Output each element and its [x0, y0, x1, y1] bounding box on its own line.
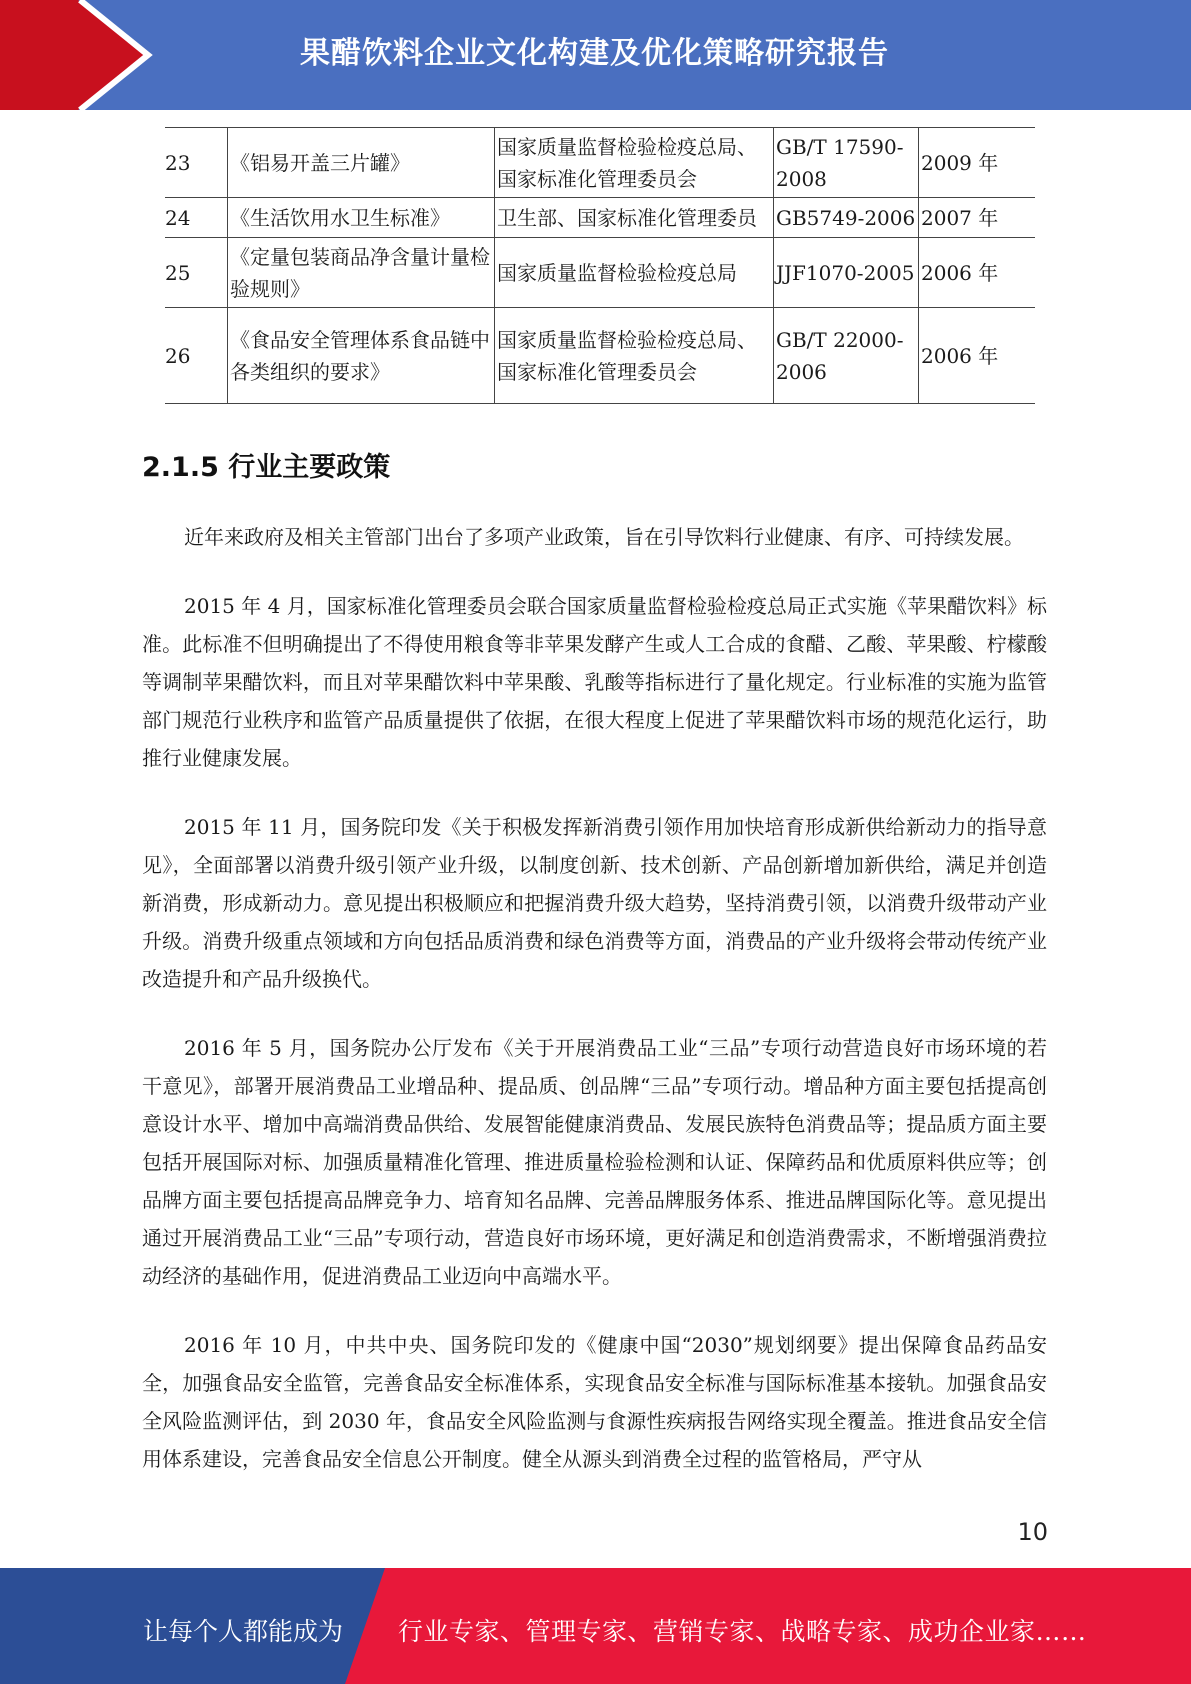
effective-year: 2006 年 — [919, 238, 1036, 308]
footer-banner — [0, 1568, 1191, 1684]
issuing-organization: 国家质量监督检验检疫总局、国家标准化管理委员会 — [495, 308, 774, 404]
footer-slogan-left: 让每个人都能成为 — [143, 1617, 344, 1646]
report-title: 果醋饮料企业文化构建及优化策略研究报告 — [300, 36, 889, 71]
table-row — [165, 238, 1035, 308]
standard-name: 《定量包装商品净含量计量检验规则》 — [228, 238, 495, 308]
standard-name: 《生活饮用水卫生标准》 — [228, 198, 495, 238]
page-number: 10 — [1017, 1518, 1048, 1546]
body-text — [142, 518, 1047, 1509]
row-number: 25 — [165, 238, 228, 308]
standard-code: GB/T 17590-2008 — [774, 128, 919, 198]
paragraph: 2016 年 5 月，国务院办公厅发布《关于开展消费品工业“三品”专项行动营造良好市场环境的若干意见》，部署开展消费品工业增品种、提品质、创品牌“三品”专项行动。增品种方面主要包括提高创意设计水平、增加中高端消费品供给、发展智能健康消费品、发展民族特色消费品等；提品质方面主要包括开展国际对标、加强质量精准化管理、推进质量检验检测和认证、保障药品和优质原料供应等；创品牌方面主要包括提高品牌竞争力、培育知名品牌、完善品牌服务体系、推进品牌国际化等。意见提出通过开展消费品工业“三品”专项行动，营造良好市场环境，更好满足和创造消费需求，不断增强消费拉动经济的基础作用，促进消费品工业迈向中高端水平。 — [142, 1036, 1047, 1288]
effective-year: 2007 年 — [919, 198, 1036, 238]
table-row — [165, 128, 1035, 198]
paragraph: 近年来政府及相关主管部门出台了多项产业政策，旨在引导饮料行业健康、有序、可持续发展。 — [184, 525, 1024, 549]
effective-year: 2009 年 — [919, 128, 1036, 198]
footer-slogan-right: 行业专家、管理专家、营销专家、战略专家、成功企业家…… — [398, 1617, 1087, 1646]
issuing-organization: 卫生部、国家标准化管理委员 — [495, 198, 774, 238]
effective-year: 2006 年 — [919, 308, 1036, 404]
paragraph: 2015 年 4 月，国家标准化管理委员会联合国家质量监督检验检疫总局正式实施《苹果醋饮料》标准。此标准不但明确提出了不得使用粮食等非苹果发酵产生或人工合成的食醋、乙酸、苹果酸、柠檬酸等调制苹果醋饮料，而且对苹果醋饮料中苹果酸、乳酸等指标进行了量化规定。行业标准的实施为监管部门规范行业秩序和监管产品质量提供了依据，在很大程度上促进了苹果醋饮料市场的规范化运行，助推行业健康发展。 — [142, 594, 1047, 770]
standard-code: GB5749-2006 — [774, 198, 919, 238]
standard-name: 《食品安全管理体系食品链中各类组织的要求》 — [228, 308, 495, 404]
section-heading: 2.1.5 行业主要政策 — [142, 452, 391, 483]
issuing-organization: 国家质量监督检验检疫总局、国家标准化管理委员会 — [495, 128, 774, 198]
issuing-organization: 国家质量监督检验检疫总局 — [495, 238, 774, 308]
standard-name: 《铝易开盖三片罐》 — [228, 128, 495, 198]
table-row — [165, 198, 1035, 238]
standard-code: GB/T 22000-2006 — [774, 308, 919, 404]
row-number: 24 — [165, 198, 228, 238]
row-number: 26 — [165, 308, 228, 404]
paragraph: 2016 年 10 月，中共中央、国务院印发的《健康中国“2030”规划纲要》提出保障食品药品安全，加强食品安全监管，完善食品安全标准体系，实现食品安全标准与国际标准基本接轨。加强食品安全风险监测评估，到 2030 年，食品安全风险监测与食源性疾病报告网络实现全覆盖。推进食品安全信用体系建设，完善食品安全信息公开制度。健全从源头到消费全过程的监管格局，严守从 — [142, 1333, 1047, 1471]
table-row — [165, 308, 1035, 404]
standards-table — [165, 127, 1035, 404]
header-banner — [0, 0, 1191, 110]
red-chevron-decoration — [0, 0, 160, 110]
row-number: 23 — [165, 128, 228, 198]
paragraph: 2015 年 11 月，国务院印发《关于积极发挥新消费引领作用加快培育形成新供给新动力的指导意见》，全面部署以消费升级引领产业升级，以制度创新、技术创新、产品创新增加新供给，满足并创造新消费，形成新动力。意见提出积极顺应和把握消费升级大趋势，坚持消费引领，以消费升级带动产业升级。消费升级重点领域和方向包括品质消费和绿色消费等方面，消费品的产业升级将会带动传统产业改造提升和产品升级换代。 — [142, 815, 1047, 991]
standard-code: JJF1070-2005 — [774, 238, 919, 308]
